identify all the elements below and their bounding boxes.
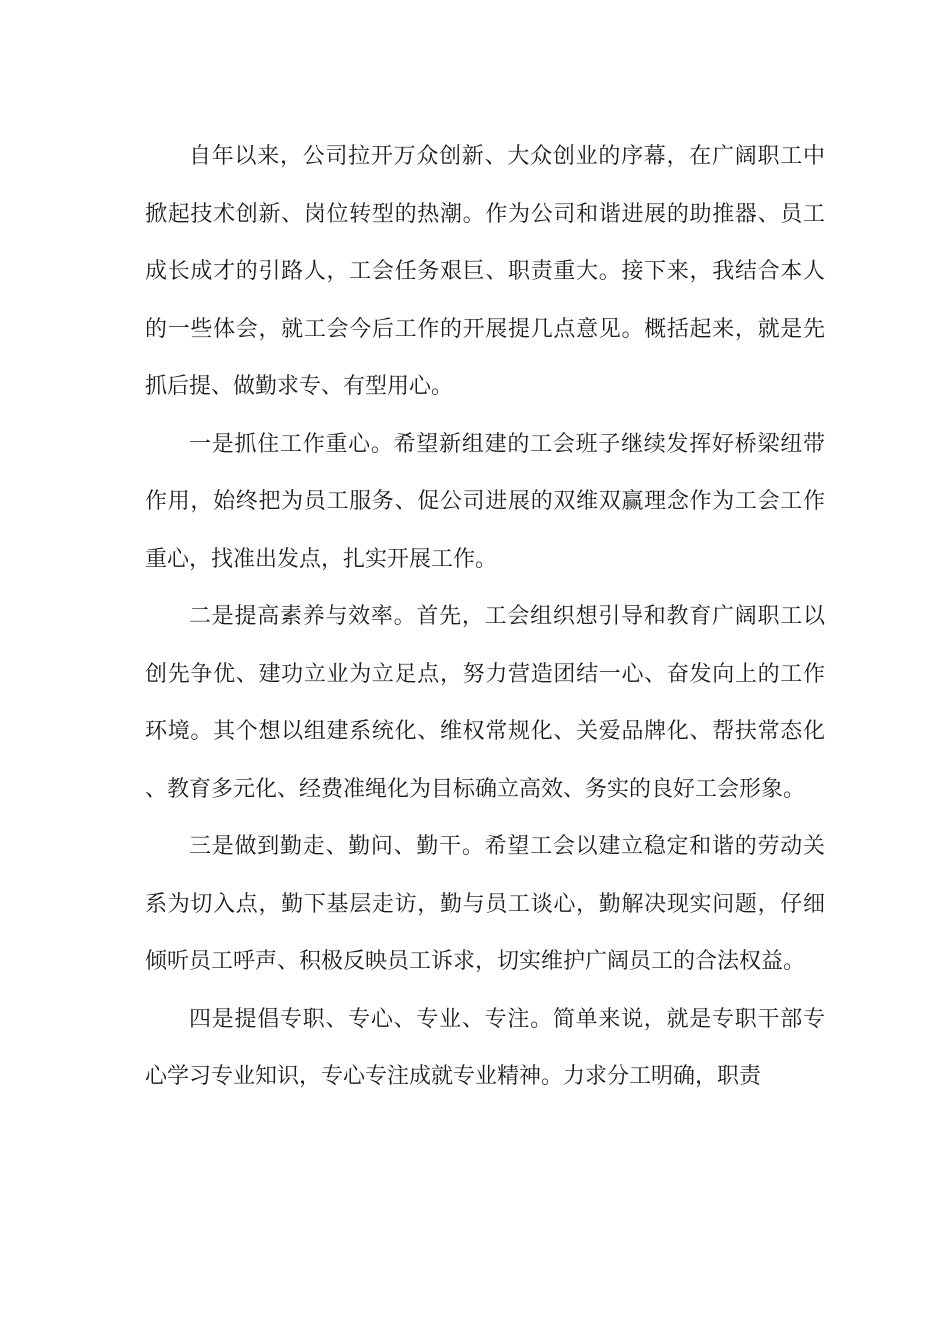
document-body: [145, 128, 825, 1106]
paragraph-point-four: 四是提倡专职、专心、专业、专注。简单来说，就是专职干部专心学习专业知识，专心专注成就专业精神。力求分工明确，职责: [145, 1006, 825, 1089]
paragraph-point-one: 一是抓住工作重心。希望新组建的工会班子继续发挥好桥梁纽带作用，始终把为员工服务、促公司进展的双维双赢理念作为工会工作重心，找准出发点，扎实开展工作。: [145, 431, 825, 572]
paragraph-point-two: 二是提高素养与效率。首先，工会组织想引导和教育广阔职工以创先争优、建功立业为立足点，努力营造团结一心、奋发向上的工作环境。其个想以组建系统化、维权常规化、关爱品牌化、帮扶常态化、教育多元化、经费准绳化为目标确立高效、务实的良好工会形象。: [145, 604, 825, 802]
paragraph-intro: 自年以来，公司拉开万众创新、大众创业的序幕，在广阔职工中掀起技术创新、岗位转型的热潮。作为公司和谐进展的助推器、员工成长成才的引路人，工会任务艰巨、职责重大。接下来，我结合本人的一些体会，就工会今后工作的开展提几点意见。概括起来，就是先抓后提、做勤求专、有型用心。: [145, 144, 825, 399]
paragraph-point-three: 三是做到勤走、勤问、勤干。希望工会以建立稳定和谐的劳动关系为切入点，勤下基层走访，勤与员工谈心，勤解决现实问题，仔细倾听员工呼声、积极反映员工诉求，切实维护广阔员工的合法权益。: [145, 834, 825, 974]
